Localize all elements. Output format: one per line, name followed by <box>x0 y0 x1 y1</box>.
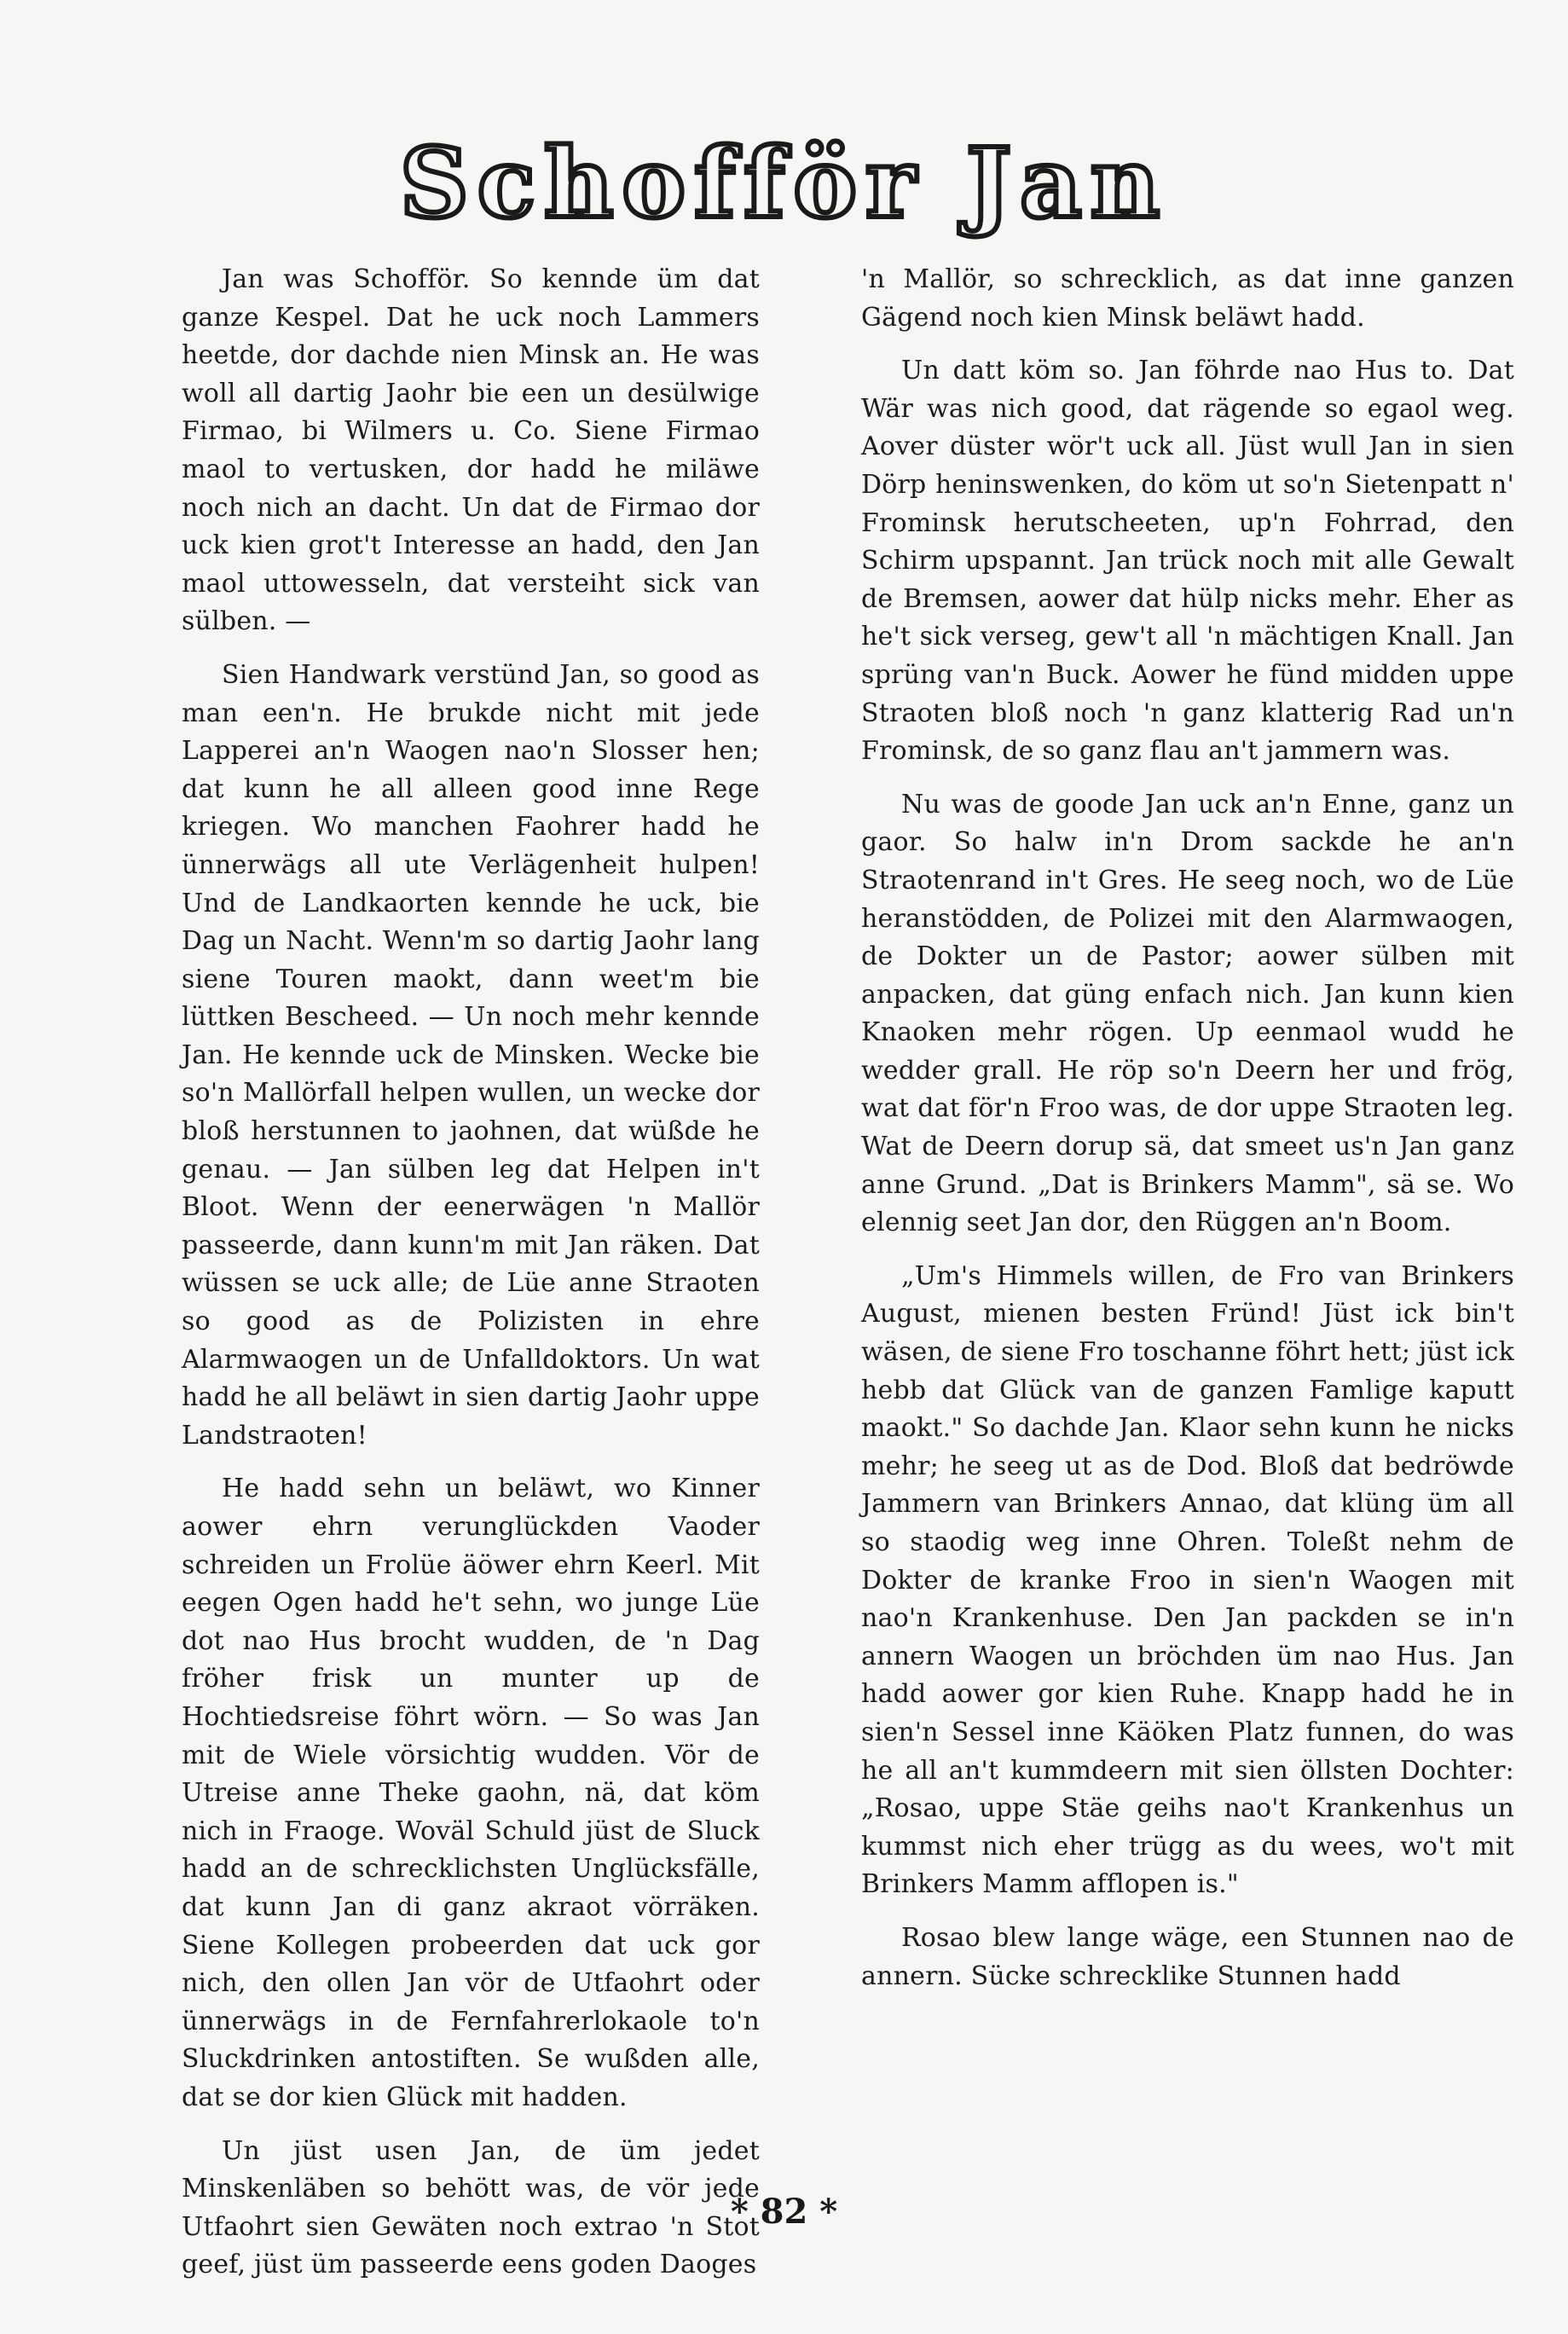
paragraph: Un jüst usen Jan, de üm jedet Minskenläben so behött was, de vör jede Utfaohrt sien Gewäten noch extrao 'n Stot geef, jüst üm passeerde eens goden Daoges <box>182 2135 760 2280</box>
left-column <box>182 261 760 2300</box>
paragraph: Sien Handwark verstünd Jan, so good as man een'n. He brukde nicht mit jede Lapperei an'n Waogen nao'n Slosser hen; dat kunn he all alleen good inne Rege kriegen. Wo manchen Faohrer hadd he ünnerwägs all ute Verlägenheit hulpen! Und de Landkaorten kennde he uck, bie Dag un Nacht. Wenn'm so dartig Jaohr lang siene Touren maokt, dann weet'm bie lüttken Bescheed. — Un noch mehr kennde Jan. He kennde uck de Minsken. Wecke bie so'n Mallörfall helpen wullen, un wecke dor bloß herstunnen to jaohnen, dat wüßde he genau. — Jan sülben leg dat Helpen in't Bloot. Wenn der eenerwägen 'n Mallör passeerde, dann kunn'm mit Jan räken. Dat wüssen se uck alle; de Lüe anne Straoten so good as de Polizisten in ehre Alarmwaogen un de Unfalldoktors. Un wat hadd he all beläwt in sien dartig Jaohr uppe Landstraoten! <box>182 659 760 1451</box>
article-title: Schofför Jan <box>399 128 1169 240</box>
paragraph: He hadd sehn un beläwt, wo Kinner aower ehrn verunglückden Vaoder schreiden un Frolüe äöwer ehrn Keerl. Mit eegen Ogen hadd he't sehn, wo junge Lüe dot nao Hus brocht wudden, de 'n Dag fröher frisk un munter up de Hochtiedsreise föhrt wörn. — So was Jan mit de Wiele vörsichtig wudden. Vör de Utreise anne Theke gaohn, nä, dat köm nich in Fraoge. Woväl Schuld jüst de Sluck hadd an de schrecklichsten Unglücksfälle, dat kunn Jan di ganz akraot vörräken. Siene Kollegen probeerden dat uck gor nich, den ollen Jan vör de Utfaohrt oder ünnerwägs in de Fernfahrerlokaole to'n Sluckdrinken antostiften. Se wußden alle, dat se dor kien Glück mit hadden. <box>182 1474 760 2112</box>
right-column <box>861 261 1514 2011</box>
page-number: * 82 * <box>730 2192 838 2232</box>
paragraph: 'n Mallör, so schrecklich, as dat inne ganzen Gägend noch kien Minsk beläwt hadd. <box>861 264 1514 333</box>
paragraph: Nu was de goode Jan uck an'n Enne, ganz un gaor. So halw in'n Drom sackde he an'n Straotenrand in't Gres. He seeg noch, wo de Lüe heranstödden, de Polizei mit den Alarmwaogen, de Dokter un de Pastor; aower sülben mit anpacken, dat güng enfach nich. Jan kunn kien Knaoken mehr rögen. Up eenmaol wudd he wedder grall. He röp so'n Deern her und frög, wat dat för'n Froo was, de dor uppe Straoten leg. Wat de Deern dorup sä, dat smeet us'n Jan ganz anne Grund. „Dat is Brinkers Mamm", sä se. Wo elennig seet Jan dor, den Rüggen an'n Boom. <box>861 789 1514 1238</box>
paragraph: Un datt köm so. Jan föhrde nao Hus to. Dat Wär was nich good, dat rägende so egaol weg. Aover düster wör't uck all. Jüst wull Jan in sien Dörp heninswenken, do köm ut so'n Sietenpatt n' Frominsk herutscheeten, up'n Fohrrad, den Schirm upspannt. Jan trück noch mit alle Gewalt de Bremsen, aower dat hülp nicks mehr. Eher as he't sick verseg, gew't all 'n mächtigen Knall. Jan sprüng van'n Buck. Aower he fünd midden uppe Straoten bloß noch 'n ganz klatterig Rad un'n Frominsk, de so ganz flau an't jammern was. <box>861 356 1514 767</box>
paragraph: Jan was Schofför. So kennde üm dat ganze Kespel. Dat he uck noch Lammers heetde, dor dachde nien Minsk an. He was woll all dartig Jaohr bie een un desülwige Firmao, bi Wilmers u. Co. Siene Firmao maol to vertusken, dor hadd he miläwe noch nich an dacht. Un dat de Firmao dor uck kien grot't Interesse an hadd, den Jan maol uttowesseln, dat versteiht sick van sülben. — <box>182 264 760 637</box>
paragraph: Rosao blew lange wäge, een Stunnen nao de annern. Sücke schrecklike Stunnen hadd <box>861 1922 1514 1991</box>
paragraph: „Um's Himmels willen, de Fro van Brinkers August, mienen besten Fründ! Jüst ick bin't wäsen, de siene Fro toschanne föhrt hett; jüst ick hebb dat Glück van de ganzen Famlige kaputt maokt." So dachde Jan. Klaor sehn kunn he nicks mehr; he seeg ut as de Dod. Bloß dat bedröwde Jammern van Brinkers Annao, dat klüng üm all so staodig weg inne Ohren. Toleßt nehm de Dokter de kranke Froo in sien'n Waogen mit nao'n Krankenhuse. Den Jan packden se in'n annern Waogen un bröchden üm nao Hus. Jan hadd aower gor kien Ruhe. Knapp hadd he in sien'n Sessel inne Käöken Platz funnen, do was he all an't kummdeern mit sien öllsten Dochter: „Rosao, uppe Stäe geihs nao't Krankenhus un kummst nich eher trügg as du wees, wo't mit Brinkers Mamm afflopen is." <box>861 1260 1514 1900</box>
